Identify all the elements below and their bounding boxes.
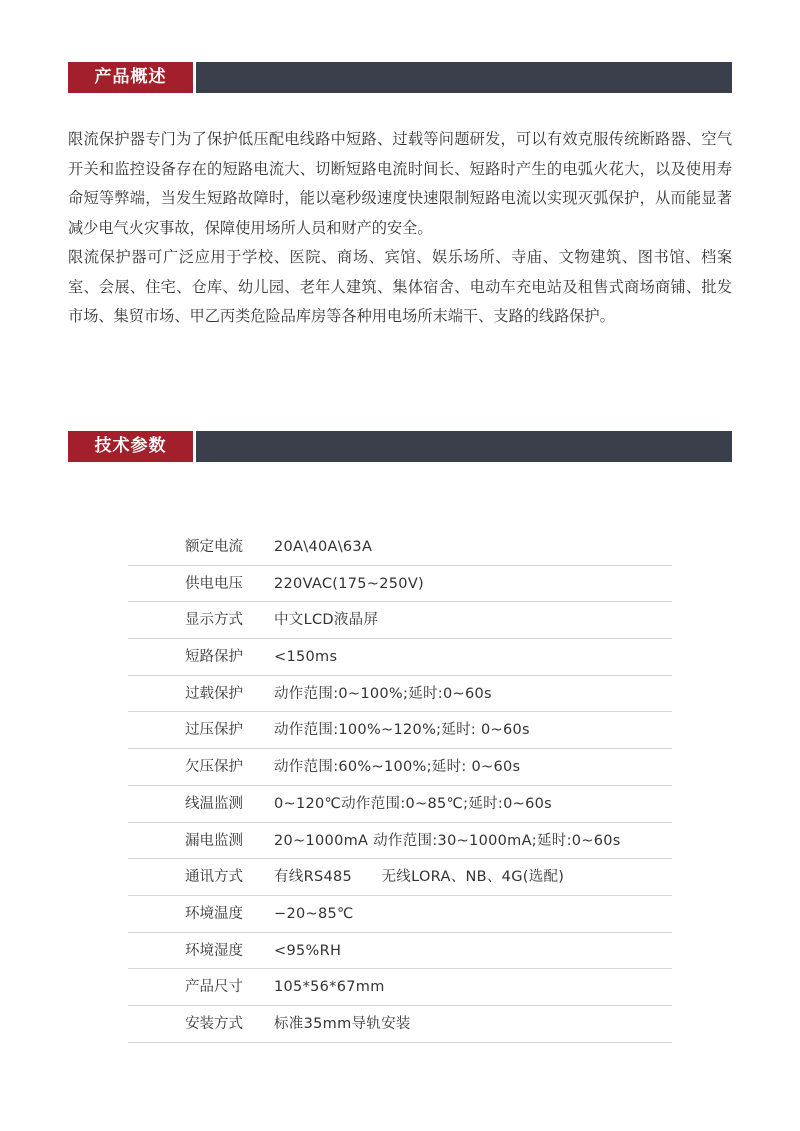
spec-value: 有线RS485 无线LORA、NB、4G(选配): [274, 869, 565, 886]
spec-value: 20A\40A\63A: [274, 539, 373, 555]
spec-label: 安装方式: [185, 1015, 243, 1032]
overview-body: [68, 125, 732, 332]
spec-value: 中文LCD液晶屏: [274, 612, 379, 629]
spec-row: [128, 1006, 672, 1043]
spec-label: 供电电压: [185, 575, 243, 592]
spec-row: [128, 859, 672, 896]
spec-value: −20~85℃: [274, 905, 354, 922]
spec-label: 环境温度: [185, 905, 243, 922]
spec-label: 环境湿度: [185, 942, 243, 959]
spec-label: 额定电流: [185, 539, 243, 555]
spec-label: 产品尺寸: [185, 979, 243, 996]
spec-row: [128, 933, 672, 970]
spec-value: 220VAC(175~250V): [274, 575, 424, 592]
overview-section-title: 产品概述: [68, 62, 193, 93]
spec-label: 过压保护: [185, 722, 243, 739]
spec-value: 0~120℃动作范围:0~85℃;延时:0~60s: [274, 795, 552, 812]
spec-label: 漏电监测: [185, 832, 243, 849]
spec-row: [128, 749, 672, 786]
spec-value: 动作范围:0~100%;延时:0~60s: [274, 685, 492, 702]
overview-paragraph: 限流保护器专门为了保护低压配电线路中短路、过载等问题研发，可以有效克服传统断路器、空气开关和监控设备存在的短路电流大、切断短路电流时间长、短路时产生的电弧火花大，以及使用寿命短等弊端，当发生短路故障时，能以毫秒级速度快速限制短路电流以实现灭弧保护，从而能显著减少电气火灾事故，保障使用场所人员和财产的安全。: [68, 130, 732, 237]
spec-label: 过载保护: [185, 685, 243, 702]
spec-label: 显示方式: [185, 612, 243, 629]
spec-table: [128, 529, 672, 1043]
spec-row: [128, 969, 672, 1006]
spec-value: 标准35mm导轨安装: [274, 1015, 411, 1032]
spec-label: 线温监测: [185, 795, 243, 812]
spec-value: 105*56*67mm: [274, 979, 385, 996]
spec-value: 20~1000mA 动作范围:30~1000mA;延时:0~60s: [274, 832, 621, 849]
overview-paragraph: 限流保护器可广泛应用于学校、医院、商场、宾馆、娱乐场所、寺庙、文物建筑、图书馆、档案室、会展、住宅、仓库、幼儿园、老年人建筑、集体宿舍、电动车充电站及租售式商场商铺、批发市场、集贸市场、甲乙丙类危险品库房等各种用电场所末端干、支路的线路保护。: [68, 248, 732, 325]
spec-label: 短路保护: [185, 649, 243, 666]
spec-row: [128, 566, 672, 603]
params-section-title: 技术参数: [68, 431, 193, 462]
spec-value: <95%RH: [274, 942, 342, 959]
spec-label: 通讯方式: [185, 869, 243, 886]
overview-section-header: [68, 62, 732, 93]
spec-row: [128, 712, 672, 749]
spec-label: 欠压保护: [185, 759, 243, 776]
spec-row: [128, 896, 672, 933]
spec-row: [128, 602, 672, 639]
header-divider: [193, 431, 196, 462]
header-divider: [193, 62, 196, 93]
spec-row: [128, 823, 672, 860]
params-section-header: [68, 431, 732, 462]
spec-value: <150ms: [274, 649, 338, 666]
spec-row: [128, 676, 672, 713]
spec-value: 动作范围:60%~100%;延时: 0~60s: [274, 759, 521, 776]
spec-row: [128, 529, 672, 566]
spec-row: [128, 786, 672, 823]
spec-row: [128, 639, 672, 676]
spec-value: 动作范围:100%~120%;延时: 0~60s: [274, 722, 530, 739]
